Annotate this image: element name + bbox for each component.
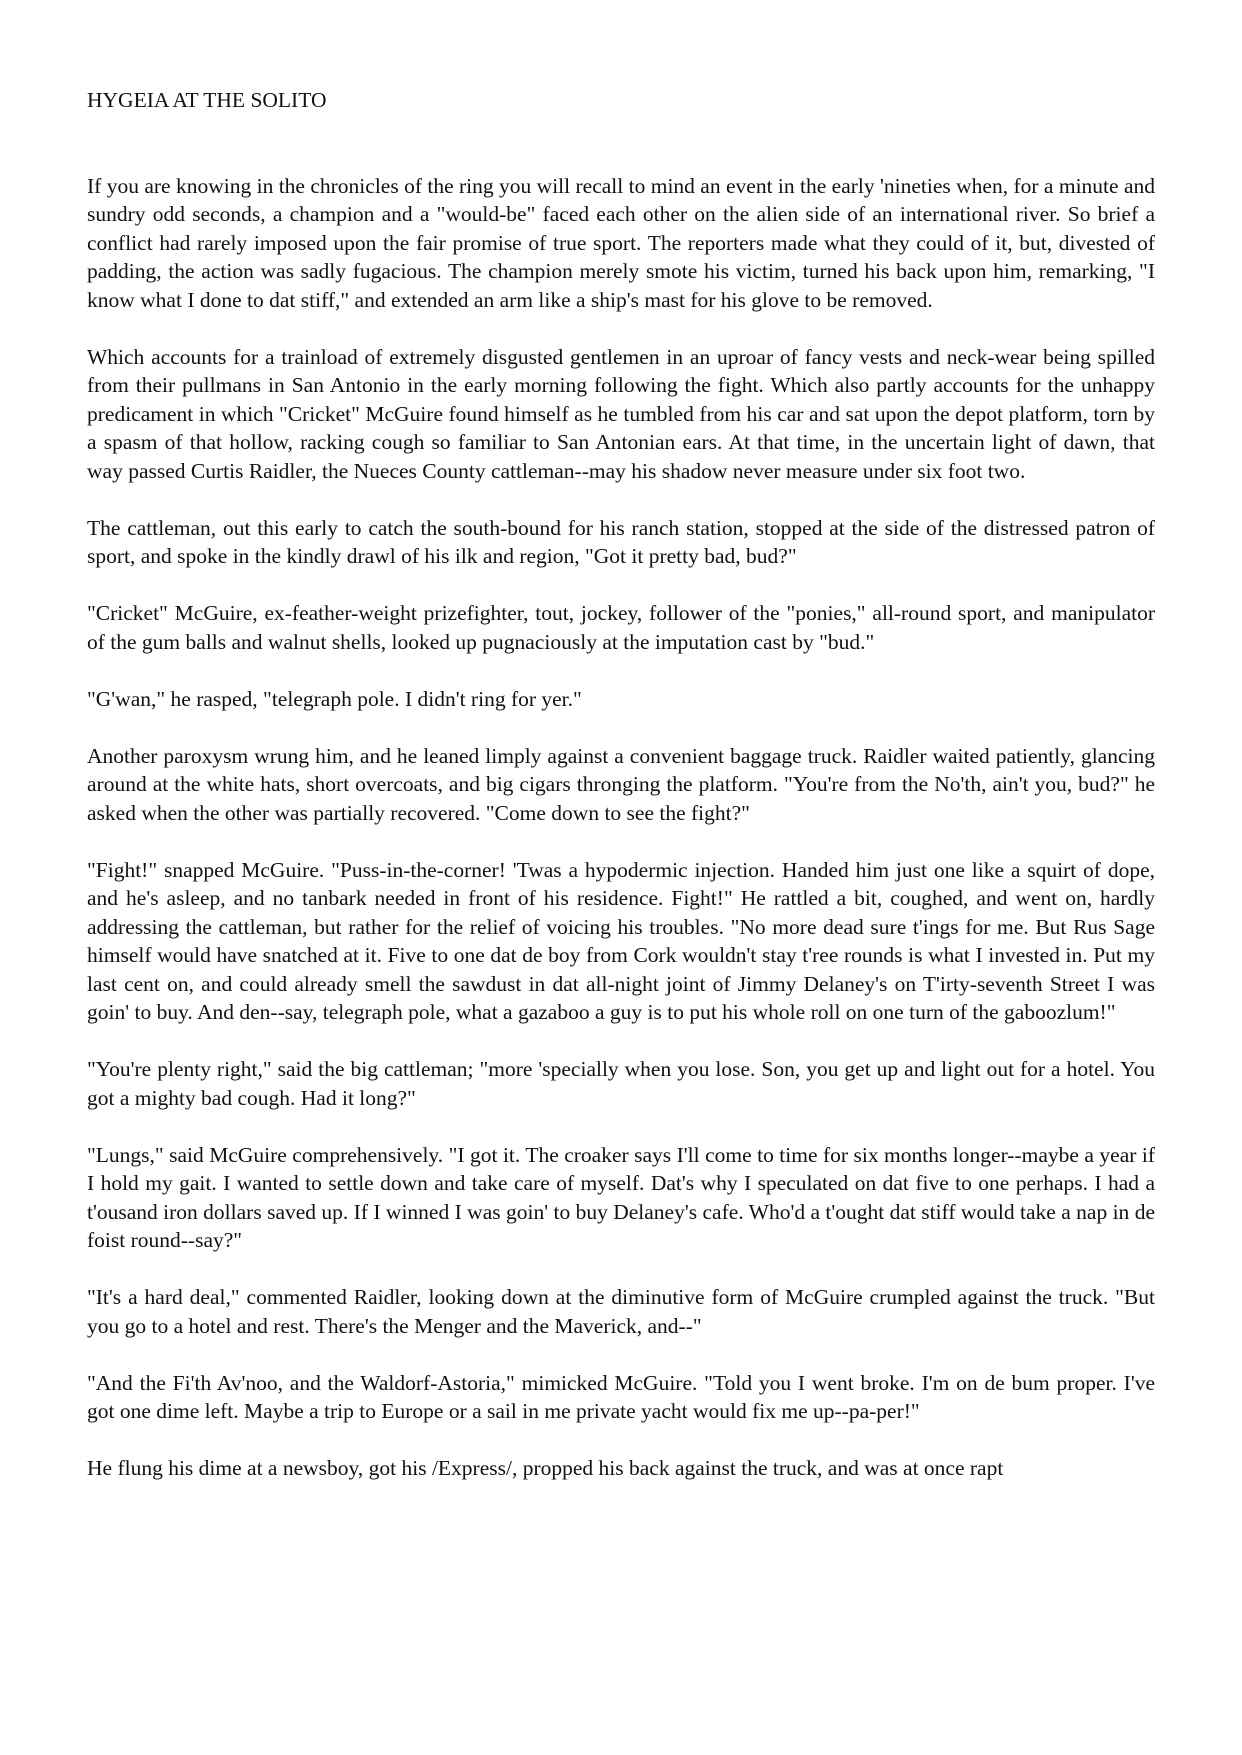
paragraph-11: "And the Fi'th Av'noo, and the Waldorf-Astoria," mimicked McGuire. "Told you I went broke. I'm on de bum proper. I've got one dime left. Maybe a trip to Europe or a sail in me private yacht would fix me up--pa-per!" — [87, 1370, 1155, 1423]
paragraph-2: Which accounts for a trainload of extremely disgusted gentlemen in an uproar of fancy vests and neck-wear being spilled from their pullmans in San Antonio in the early morning following the fight. Which also partly accounts for the unhappy predicament in which "Cricket" McGuire found himself as he tumbled from his car and sat upon the depot platform, torn by a spasm of that hollow, racking cough so familiar to San Antonian ears. At that time, in the uncertain light of dawn, that way passed Curtis Raidler, the Nueces County cattleman--may his shadow never measure under six foot two. — [87, 344, 1155, 483]
paragraph-8: "You're plenty right," said the big cattleman; "more 'specially when you lose. Son, you get up and light out for a hotel. You got a mighty bad cough. Had it long?" — [87, 1057, 1155, 1110]
paragraph-9: "Lungs," said McGuire comprehensively. "I got it. The croaker says I'll come to time for six months longer--maybe a year if I hold my gait. I wanted to settle down and take care of myself. Dat's why I speculated on dat five to one perhaps. I had a t'ousand iron dollars saved up. If I winned I was goin' to buy Delaney's cafe. Who'd a t'ought dat stiff would take a nap in de foist round--say?" — [87, 1142, 1155, 1252]
paragraph-4: "Cricket" McGuire, ex-feather-weight prizefighter, tout, jockey, follower of the "ponies," all-round sport, and manipulator of the gum balls and walnut shells, looked up pugnaciously at the imputation cast by "bud." — [87, 601, 1155, 654]
paragraph-12: He flung his dime at a newsboy, got his /Express/, propped his back against the truck, and was at once rapt — [87, 1456, 1004, 1480]
document-page — [87, 86, 1155, 1483]
paragraph-7: "Fight!" snapped McGuire. "Puss-in-the-corner! 'Twas a hypodermic injection. Handed him just one like a squirt of dope, and he's asleep, and no tanbark needed in front of his residence. Fight!" He rattled a bit, coughed, and went on, hardly addressing the cattleman, but rather for the relief of voicing his troubles. "No more dead sure t'ings for me. But Rus Sage himself would have snatched at it. Five to one dat de boy from Cork wouldn't stay t'ree rounds is what I invested in. Put my last cent on, and could already smell the sawdust in dat all-night joint of Jimmy Delaney's on T'irty-seventh Street I was goin' to buy. And den--say, telegraph pole, what a gazaboo a guy is to put his whole roll on one turn of the gaboozlum!" — [87, 857, 1155, 1024]
paragraph-5: "G'wan," he rasped, "telegraph pole. I didn't ring for yer." — [87, 686, 582, 711]
paragraph-6: Another paroxysm wrung him, and he leaned limply against a convenient baggage truck. Raidler waited patiently, glancing around at the white hats, short overcoats, and big cigars thronging the platform. "You're from the No'th, ain't you, bud?" he asked when the other was partially recovered. "Come down to see the fight?" — [87, 743, 1155, 825]
document-title: HYGEIA AT THE SOLITO — [87, 88, 327, 112]
paragraph-1: If you are knowing in the chronicles of the ring you will recall to mind an event in the early 'nineties when, for a minute and sundry odd seconds, a champion and a "would-be" faced each other on the alien side of an international river. So brief a conflict had rarely imposed upon the fair promise of true sport. The reporters made what they could of it, but, divested of padding, the action was sadly fugacious. The champion merely smote his victim, turned his back upon him, remarking, "I know what I done to dat stiff," and extended an arm like a ship's mast for his glove to be removed. — [87, 173, 1155, 312]
paragraph-10: "It's a hard deal," commented Raidler, looking down at the diminutive form of McGuire crumpled against the truck. "But you go to a hotel and rest. There's the Menger and the Maverick, and--" — [87, 1285, 1155, 1338]
paragraph-3: The cattleman, out this early to catch the south-bound for his ranch station, stopped at the side of the distressed patron of sport, and spoke in the kindly drawl of his ilk and region, "Got it pretty bad, bud?" — [87, 515, 1155, 568]
